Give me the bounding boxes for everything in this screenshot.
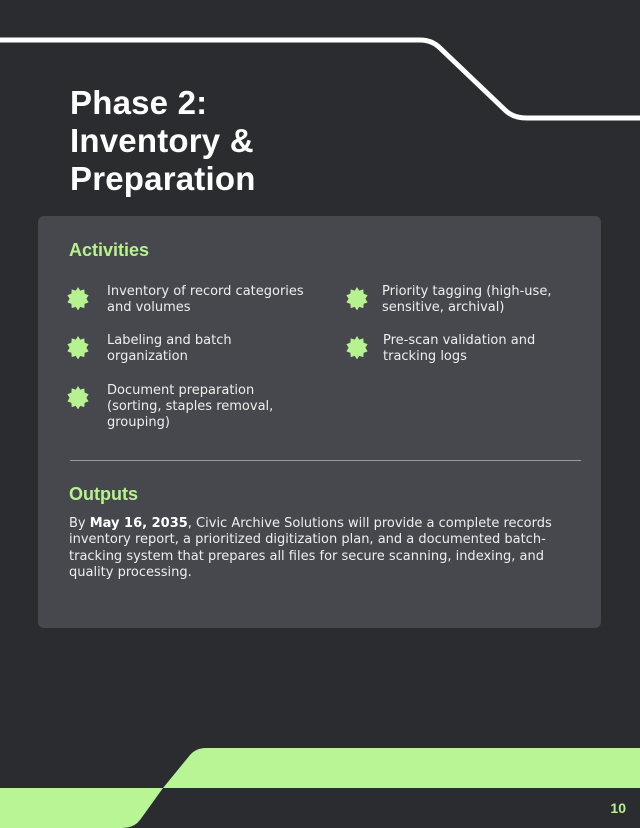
activity-item xyxy=(66,383,273,431)
page-title xyxy=(70,84,256,198)
activity-text: Document preparation (sorting, staples removal, grouping) xyxy=(107,383,274,430)
starburst-badge-icon xyxy=(66,335,90,359)
starburst-badge-icon xyxy=(66,286,90,310)
section-divider xyxy=(70,460,581,461)
activity-text: Priority tagging (high-use, sensitive, archival) xyxy=(382,284,552,315)
deadline-date: May 16, 2035 xyxy=(89,516,188,531)
activities-heading: Activities xyxy=(69,240,150,260)
outputs-paragraph: By May 16, 2035, Civic Archive Solutions will provide a complete records inventory report, a prioritized digitization plan, and a documented batch-tracking system that prepares all files for secure scanning, indexing, and quality processing. xyxy=(69,516,552,580)
activity-item xyxy=(345,284,551,316)
title-line-2: Inventory & xyxy=(70,122,254,159)
content-card xyxy=(38,216,601,628)
activity-item xyxy=(66,333,232,365)
title-line-1: Phase 2: xyxy=(70,84,208,121)
decorative-footer-band xyxy=(0,740,640,828)
title-line-3: Preparation xyxy=(70,160,256,197)
activity-text: Inventory of record categories and volumes xyxy=(107,284,304,315)
starburst-badge-icon xyxy=(66,385,90,409)
activity-text: Pre-scan validation and tracking logs xyxy=(383,333,536,364)
outputs-heading: Outputs xyxy=(69,484,138,504)
page-number: 10 xyxy=(610,800,626,816)
starburst-badge-icon xyxy=(345,286,369,310)
activity-item xyxy=(345,333,535,365)
activity-item xyxy=(66,284,304,316)
starburst-badge-icon xyxy=(345,335,369,359)
activity-text: Labeling and batch organization xyxy=(107,333,232,364)
